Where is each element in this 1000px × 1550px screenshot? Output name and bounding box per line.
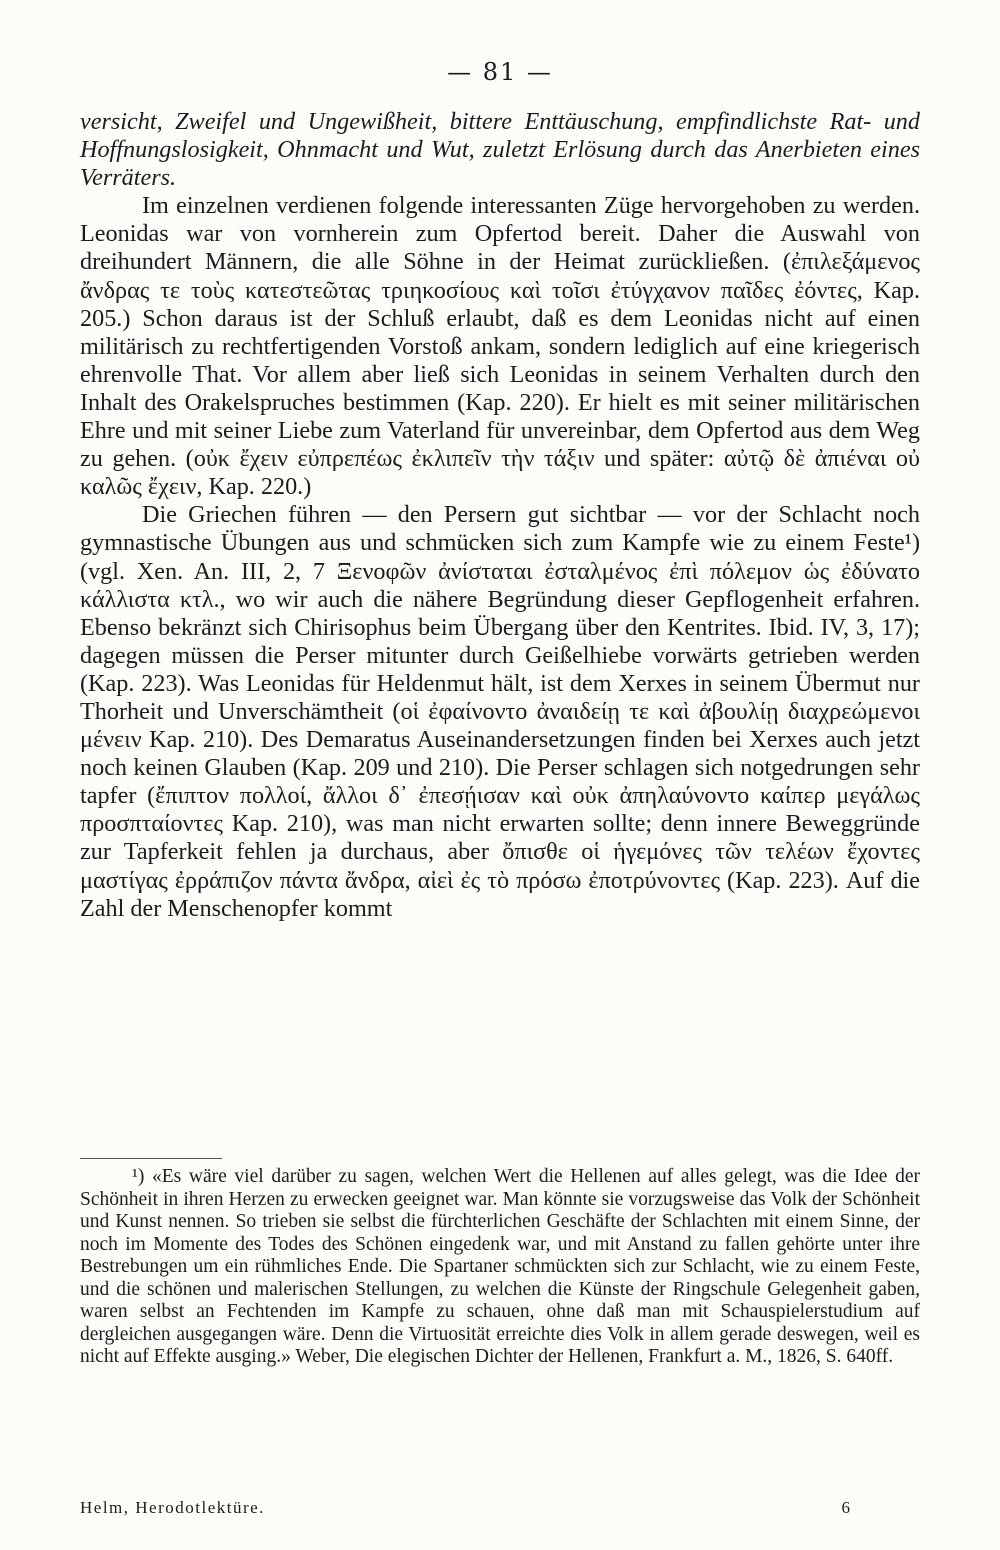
- paragraph-1: versicht, Zweifel und Ungewißheit, bittere Enttäuschung, empfindlichste Rat- und Hoffnungslosigkeit, Ohnmacht und Wut, zuletzt Erlösung durch das Anerbieten eines Verräters.: [80, 108, 920, 192]
- footnote-divider: [80, 1158, 222, 1159]
- paragraph-3: Die Griechen führen — den Persern gut sichtbar — vor der Schlacht noch gymnastische Übungen aus und schmücken sich zum Kampfe wie zu einem Feste¹) (vgl. Xen. An. III, 2, 7 Ξενοφῶν ἀνίσταται ἐσταλμένος ἐπὶ πόλεμον ὡς ἐδύνατο κάλλιστα κτλ., wo wir auch die nähere Begründung dieser Gepflogenheit erfahren. Ebenso bekränzt sich Chirisophus beim Übergang über den Kentrites. Ibid. IV, 3, 17); dagegen müssen die Perser mitunter durch Geißelhiebe vorwärts getrieben werden (Kap. 223). Was Leonidas für Heldenmut hält, ist dem Xerxes in seinem Übermut nur Thorheit und Unverschämtheit (οἱ ἐφαίνοντο ἀναιδείῃ τε καὶ ἀβουλίῃ διαχρεώμενοι μένειν Kap. 210). Des Demaratus Auseinandersetzungen finden bei Xerxes auch jetzt noch keinen Glauben (Kap. 209 und 210). Die Perser schlagen sich notgedrungen sehr tapfer (ἔπιπτον πολλοί, ἄλλοι δ᾽ ἐπεσῄισαν καὶ οὐκ ἀπηλαύνοντο καίπερ μεγάλως προσπταίοντες Kap. 210), was man nicht erwarten sollte; denn innere Beweggründe zur Tapferkeit fehlen ja durchaus, aber ὄπισθε οἱ ἡγεμόνες τῶν τελέων ἔχοντες μαστίγας ἐρράπιζον πάντα ἄνδρα, αἰεὶ ἐς τὸ πρόσω ἐποτρύνοντες (Kap. 223). Auf die Zahl der Menschenopfer kommt: [80, 501, 920, 922]
- page-number: — 81 —: [447, 58, 553, 86]
- main-text: [80, 108, 920, 923]
- footnote-text: ¹) «Es wäre viel darüber zu sagen, welchen Wert die Hellenen auf alles gelegt, was die Idee der Schönheit in ihren Herzen zu erwecken geeignet war. Man könnte sie vorzugsweise das Volk der Schönheit und Kunst nennen. So trieben sie selbst die fürchterlichen Geschäfte der Schlachten mit einem Sinne, der noch im Momente des Todes des Schönen eingedenk war, und mit Anstand zu fallen gehörte unter ihre Bestrebungen um ein rühmliches Ende. Die Spartaner schmückten sich zur Schlacht, wie zu einem Feste, und die schönen und malerischen Stellungen, zu welchen die Künste der Ringschule Gelegenheit gaben, waren selbst an Fechtenden im Kampfe zu schauen, ohne daß man mit Schauspielerstudium auf dergleichen ausgegangen wäre. Denn die Virtuosität erreichte dies Volk in allem gerade deswegen, weil es nicht auf Effekte ausging.» Weber, Die elegischen Dichter der Hellenen, Frankfurt a. M., 1826, S. 640ff.: [80, 1166, 920, 1367]
- footer-signature: 6: [841, 1498, 850, 1517]
- page-footer: [80, 1498, 920, 1518]
- footnote: [80, 1166, 920, 1369]
- paragraph-2: Im einzelnen verdienen folgende interessanten Züge hervorgehoben zu werden. Leonidas war von vornherein zum Opfertod bereit. Daher die Auswahl von dreihundert Männern, die alle Söhne in der Heimat zurückließen. (ἐπιλεξάμενος ἄνδρας τε τοὺς κατεστεῶτας τριηκοσίους καὶ τοῖσι ἐτύγχανον παῖδες ἐόντες, Kap. 205.) Schon daraus ist der Schluß erlaubt, daß es dem Leonidas nicht auf einen militärisch zu rechtfertigenden Vorstoß ankam, sondern lediglich auf eine kriegerisch ehrenvolle That. Vor allem aber ließ sich Leonidas in seinem Verhalten durch den Inhalt des Orakelspruches bestimmen (Kap. 220). Er hielt es mit seiner militärischen Ehre und mit seiner Liebe zum Vaterland für unvereinbar, dem Opfertod aus dem Weg zu gehen. (οὐκ ἔχειν εὐπρεπέως ἐκλιπεῖν τὴν τάξιν und später: αὐτῷ δὲ ἀπιέναι οὐ καλῶς ἔχειν, Kap. 220.): [80, 192, 920, 501]
- footer-author: Helm, Herodotlektüre.: [80, 1498, 265, 1517]
